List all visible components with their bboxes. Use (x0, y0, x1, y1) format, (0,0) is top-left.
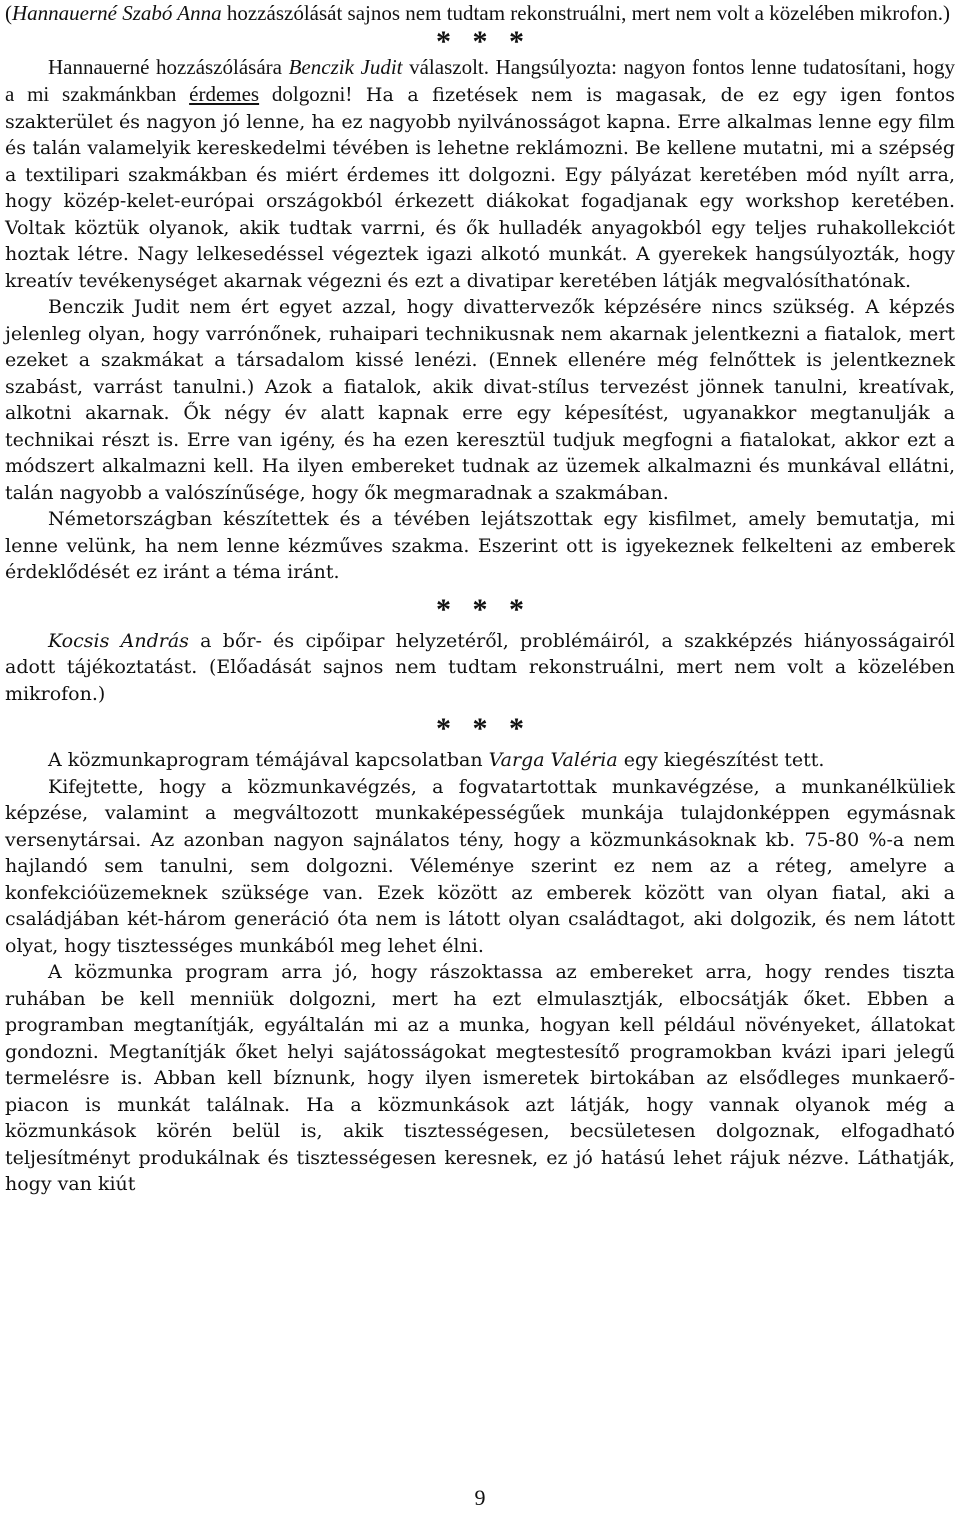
paragraph-text: válaszolt. Hangsúlyozta: nagyon fontos lenne tudatosítani, hogy a mi szakmánkban (5, 54, 955, 106)
underlined-word: érdemes (189, 82, 260, 106)
paragraph-varga-explained: Kifejtette, hogy a közmunkavégzés, a fogvatartottak munkavégzése, a munkanélküliek képzése, valamint a megváltozott munkaképességűek munkája tulajdonképpen egymásnak versenytársai. Az azonban nagyon sajnálatos tény, hogy a közmunkásoknak kb. 75-80 %-a nem hajlandó sem tanulni, sem dolgozni. Véleménye szerint ez nem az a réteg, amelyre a konfekcióüzemeknek szüksége van. Ezek között az emberek között van olyan fiatal, aki a családjában két-három generáció óta nem is látott olyan családtagot, aki dolgozik, és nem látott olyat, hogy tisztességes munkából meg lehet élni. (5, 775, 955, 957)
paren-open: ( (5, 1, 12, 25)
paragraph-benczik-training: Benczik Judit nem ért egyet azzal, hogy divattervezők képzésére nincs szükség. A képzés jelenleg olyan, hogy varrónőnek, ruhaipari technikusnak nem akarnak jelentkezni a fiatalok, mert ezeket a szakmákat a társadalom kissé lenézi. (Ennek ellenére még felnőttek is jelentkeznek szabást, varrást tanulni.) Azok a fiatalok, akik divat-stílus tervezést jönnek tanulni, kreatívak, alkotni akarnak. Ők négy év alatt kapnak erre egy képesítést, ugyanakkor megtanulják a technikai részt is. Erre van igény, és ha ezen keresztül tudjuk megfogni a fiatalokat, akkor ezt a módszert alkalmazni kell. Ha ilyen embereket tudnak az üzemek alkalmazni és munkával ellátni, talán nagyobb a valószínűsége, hogy ők megmaradnak a szakmában. (5, 296, 955, 504)
paragraph-text: egy kiegészítést tett. (617, 749, 825, 771)
section-separator: * * * (436, 712, 531, 745)
document-page (5, 0, 955, 1198)
section-separator: * * * (436, 592, 531, 626)
paragraph-benczik-reply (5, 54, 955, 295)
speaker-name: Hannauerné Szabó Anna (12, 1, 222, 25)
paragraph-germany-film: Németországban készítettek és a tévében lejátszottak egy kisfilmet, amely bemutatja, mi lenne velünk, ha nem lenne kézműves szakma. Eszerint ott is igyekeznek felkelteni az emberek érdeklődését ez iránt a téma iránt. (5, 508, 955, 583)
paragraph-text: a bőr- és cipőipar helyzetéről, problémáiról, a szakképzés hiányosságairól adott tájékoztatást. (Előadását sajnos nem tudtam rekonstruálni, mert nem volt a közelében mikrofon.) (5, 629, 955, 705)
paragraph-public-work-program: A közmunka program arra jó, hogy rászoktassa az embereket arra, hogy rendes tiszta ruhában be kell menniük dolgozni, mert ha ezt elmulasztják, elbocsátják őket. Ebben a programban megtanítják, egyáltalán mi az a munka, hogyan kell például növényeket, állatokat gondozni. Megtanítják őket helyi sajátosságokat megtestesítő programokban kvázi ipari jelegű termelésre is. Abban kell bíznunk, hogy ilyen ismeretek birtokában az elsődleges munkaerő-piacon is munkát találnak. Ha a közmunkások azt látják, hogy vannak olyanok még a közmunkások körén belül is, akik tisztességesen, becsületesen dolgoznak, elfogadható teljesítményt produkálnak és tisztességesen keresnek, ez jó hatású lehet rájuk nézve. Láthatják, hogy van kiút (5, 961, 955, 1195)
paragraph-hannauerne-note (5, 0, 955, 28)
paragraph-text: hozzászólását sajnos nem tudtam rekonstruálni, mert nem volt a közelében mikrofon.) (221, 1, 950, 25)
speaker-name: Kocsis András (48, 629, 189, 652)
speaker-name: Benczik Judit (288, 54, 403, 79)
page-number: 9 (474, 1485, 486, 1510)
paragraph-text: Hannauerné hozzászólására (48, 54, 289, 79)
paragraph-varga-intro (5, 747, 955, 774)
section-separator: * * * (436, 24, 531, 58)
paragraph-text: A közmunkaprogram témájával kapcsolatban (48, 749, 489, 771)
paragraph-text: Ha a fizetések nem is magasak, de ez egy igen fontos szakterület és nagyon jó lenne, ha ez nagyobb nyilvánosságot kapna. Erre alkalmas lenne egy film és talán valamelyik kereskedelmi tévében is lehetne reklámozni. Be kellene mutatni, mi a szépség a textilipari szakmákban és miért érdemes itt dolgozni. Egy pályázat keretében mód nyílt arra, hogy közép-kelet-európai országokból érkezett diákokat fogadjanak egy workshop keretében. Voltak köztük olyanok, akik tudtak varrni, és ők hulladék anyagokból egy teljes ruhakollekciót hoztak létre. Nagy lelkesedéssel végeztek igazi alkotó munkát. A gyerekek hangsúlyozták, hogy kreatív tevékenységet akarnak végezni és ezt a divatipar keretében látják megvalósíthatónak. (5, 84, 955, 292)
paragraph-kocsis (5, 628, 955, 708)
speaker-name: Varga Valéria (488, 749, 618, 771)
paragraph-text: dolgozni! (259, 82, 353, 106)
